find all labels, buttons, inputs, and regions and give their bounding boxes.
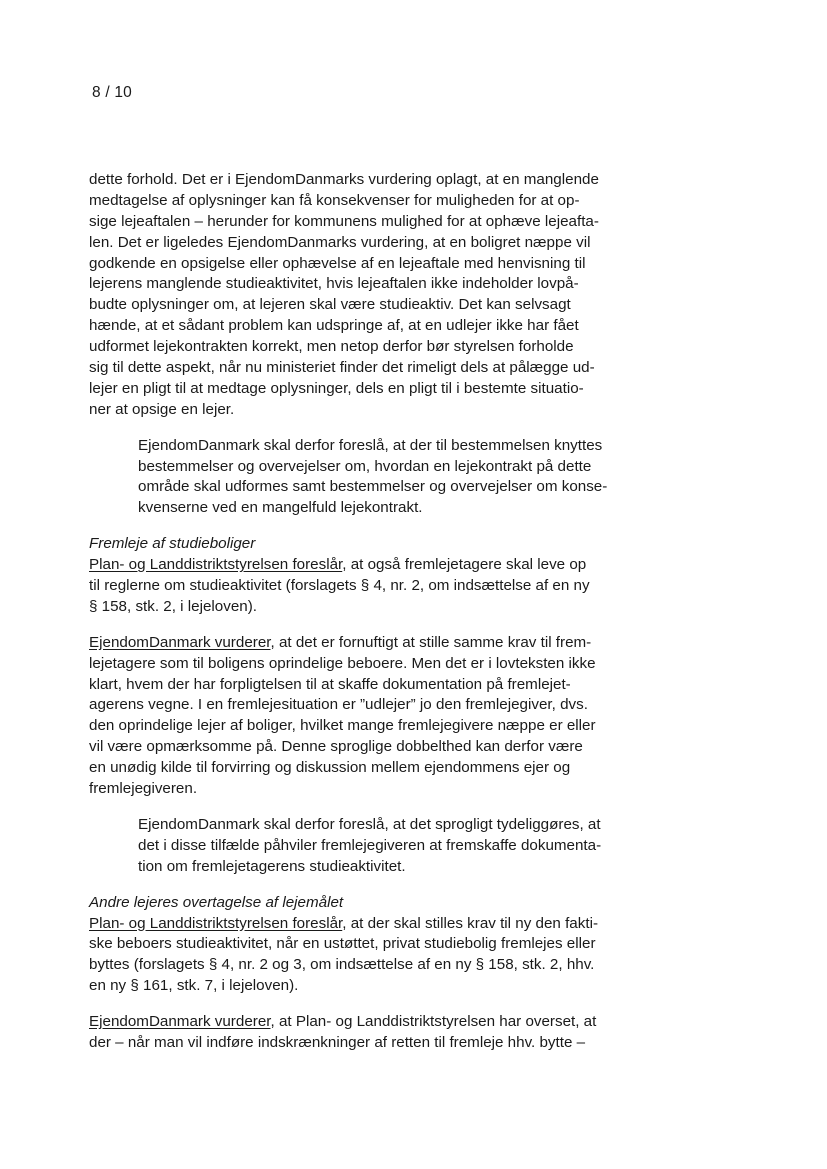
text-line: lejerens manglende studieaktivitet, hvis lejeaftalen ikke indeholder lovpå- xyxy=(89,275,579,293)
text-line: agerens vegne. I en fremlejesituation er ”udlejer” jo den fremlejegiver, dvs. xyxy=(89,696,588,714)
text-line: dette forhold. Det er i EjendomDanmarks vurdering oplagt, at en manglende xyxy=(89,171,599,188)
text-line xyxy=(89,555,674,576)
text-line xyxy=(89,914,674,935)
text-line xyxy=(89,1012,674,1033)
recommendation-2 xyxy=(138,815,674,878)
text-line: en ny § 161, stk. 7, i lejeloven). xyxy=(89,977,299,995)
text-line: sig til dette aspekt, når nu ministeriet finder det rimeligt dels at pålægge ud- xyxy=(89,359,595,377)
proposal-lead: Plan- og Landdistriktstyrelsen foreslår xyxy=(89,556,343,574)
assessment-paragraph xyxy=(89,633,674,800)
text-line: en unødig kilde til forvirring og diskussion mellem ejendommens ejer og xyxy=(89,759,571,777)
document-body xyxy=(89,170,674,1069)
text-line: § 158, stk. 2, i lejeloven). xyxy=(89,597,257,615)
text-line: fremlejegiveren. xyxy=(89,780,198,798)
text-line: medtagelse af oplysninger kan få konsekvenser for muligheden for at op- xyxy=(89,191,580,209)
text-line: det i disse tilfælde påhviler fremlejegiveren at fremskaffe dokumenta- xyxy=(138,836,602,854)
text-line: EjendomDanmark skal derfor foreslå, at det sprogligt tydeliggøres, at xyxy=(138,815,601,833)
text-line: lejer en pligt til at medtage oplysninger, dels en pligt til i bestemte situatio- xyxy=(89,379,584,397)
text-line: ske beboers studieaktivitet, når en ustøttet, privat studiebolig fremlejes eller xyxy=(89,935,596,953)
text-line: byttes (forslagets § 4, nr. 2 og 3, om indsættelse af en ny § 158, stk. 2, hhv. xyxy=(89,956,595,974)
proposal-lead: Plan- og Landdistriktstyrelsen foreslår xyxy=(89,914,343,932)
text-line: lejetagere som til boligens oprindelige beboere. Men det er i lovteksten ikke xyxy=(89,654,596,672)
text-line: budte oplysninger om, at lejeren skal være studieaktiv. Det kan selvsagt xyxy=(89,296,571,314)
section-fremleje xyxy=(89,534,674,618)
text-line: der – når man vil indføre indskrænkninger af retten til fremleje hhv. bytte – xyxy=(89,1033,586,1051)
text-line: den oprindelige lejer af boliger, hvilket mange fremlejegivere næppe er eller xyxy=(89,717,596,735)
text-line: vil være opmærksomme på. Denne sproglige dobbelthed kan derfor være xyxy=(89,738,583,756)
text-line: til reglerne om studieaktivitet (forslagets § 4, nr. 2, om indsættelse af en ny xyxy=(89,577,590,595)
assessment-lead: EjendomDanmark vurderer xyxy=(89,633,271,651)
text-fragment: , at Plan- og Landdistriktstyrelsen har overset, at xyxy=(270,1013,597,1031)
assessment-paragraph xyxy=(89,1012,674,1054)
page-number: 8 / 10 xyxy=(92,84,132,101)
text-line xyxy=(89,633,674,654)
text-fragment: , at det er fornuftigt at stille samme krav til frem- xyxy=(270,633,592,651)
recommendation-1 xyxy=(138,436,674,520)
text-line: udformet lejekontrakten korrekt, men netop derfor bør styrelsen forholde xyxy=(89,338,574,356)
text-line: sige lejeaftalen – herunder for kommunens mulighed for at ophæve lejeafta- xyxy=(89,212,599,230)
text-line: område skal udformes samt bestemmelser og overvejelser om konse- xyxy=(138,478,608,496)
text-fragment: , at der skal stilles krav til ny den fakti- xyxy=(342,914,598,932)
text-line: tion om fremlejetagerens studieaktivitet. xyxy=(138,857,406,875)
text-line: EjendomDanmark skal derfor foreslå, at der til bestemmelsen knyttes xyxy=(138,436,603,454)
text-fragment: , at også fremlejetagere skal leve op xyxy=(342,556,587,574)
section-overtagelse xyxy=(89,893,674,997)
section-heading: Fremleje af studieboliger xyxy=(89,535,256,553)
text-line: klart, hvem der har forpligtelsen til at skaffe dokumentation på fremlejet- xyxy=(89,675,571,693)
paragraph-1 xyxy=(89,170,674,421)
text-line: len. Det er ligeledes EjendomDanmarks vurdering, at en boligret næppe vil xyxy=(89,233,591,251)
text-line: ner at opsige en lejer. xyxy=(89,400,235,418)
text-line: bestemmelser og overvejelser om, hvordan en lejekontrakt på dette xyxy=(138,457,592,475)
text-line: godkende en opsigelse eller ophævelse af en lejeaftale med henvisning til xyxy=(89,254,586,272)
section-heading: Andre lejeres overtagelse af lejemålet xyxy=(89,893,344,911)
text-line: kvenserne ved en mangelfuld lejekontrakt. xyxy=(138,499,423,517)
assessment-lead: EjendomDanmark vurderer xyxy=(89,1013,271,1031)
text-line: hænde, at et sådant problem kan udspringe af, at en udlejer ikke har fået xyxy=(89,317,579,335)
